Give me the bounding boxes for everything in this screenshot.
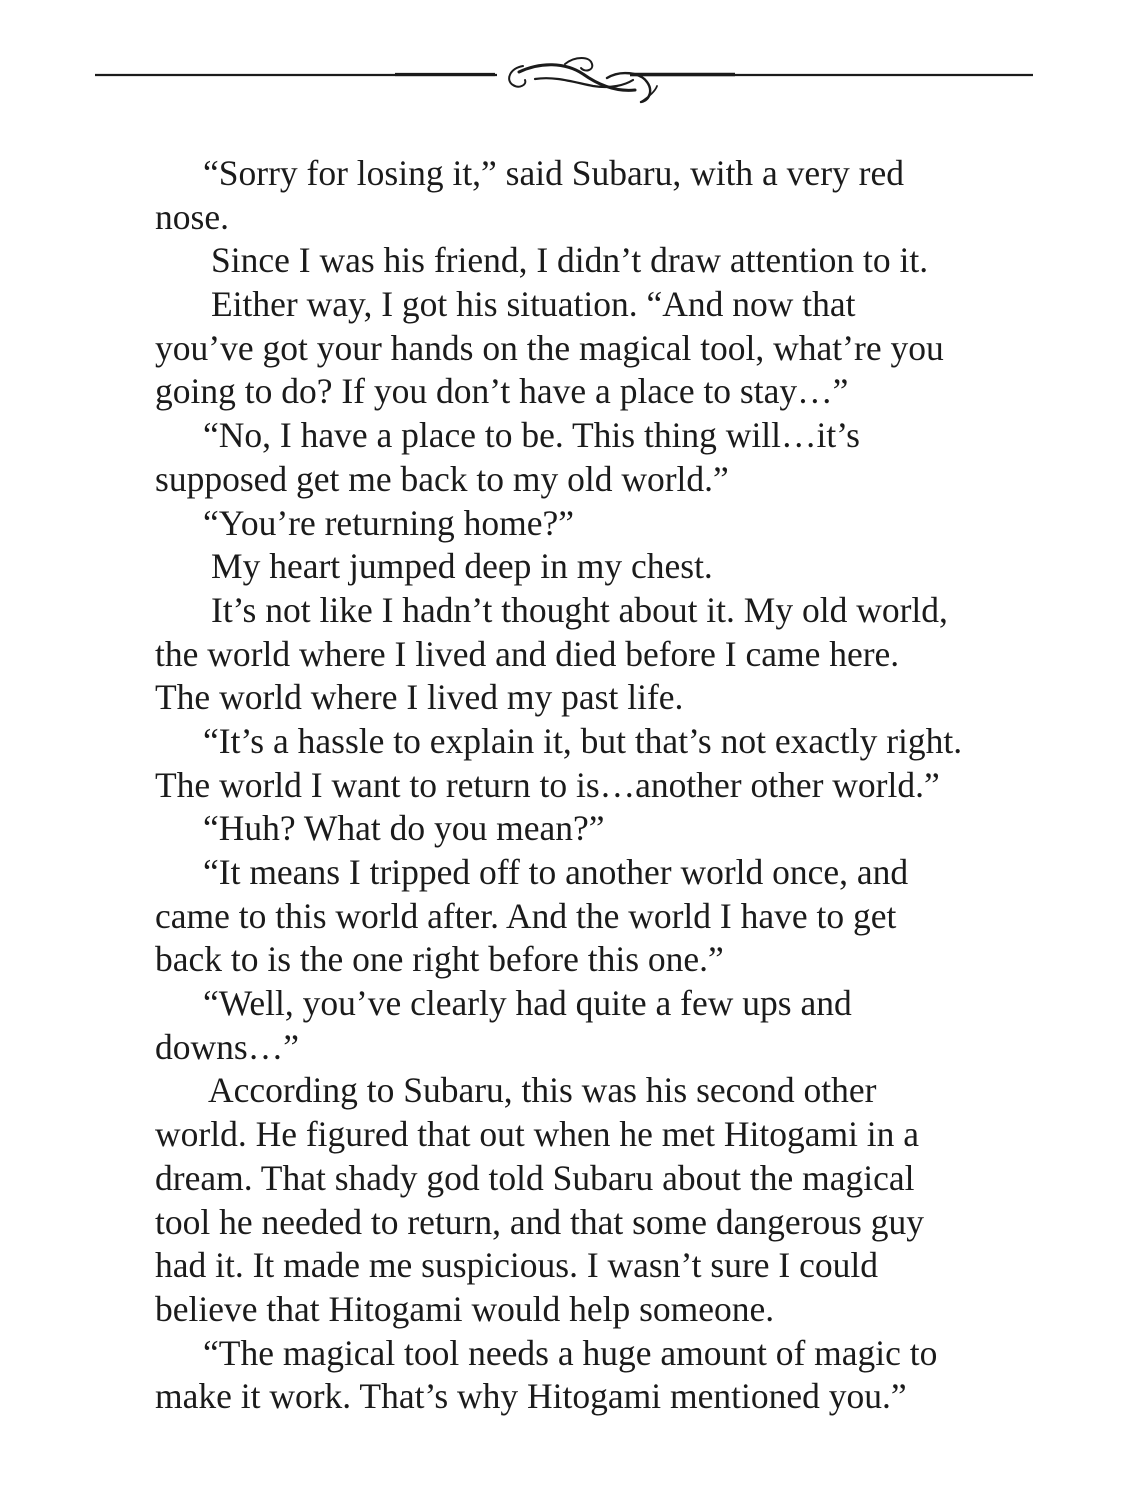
text-line: “The magical tool needs a huge amount of magic to [203,1332,938,1373]
text-line: the world where I lived and died before I came here. [155,633,900,674]
text-line: had it. It made me suspicious. I wasn’t sure I could [155,1245,879,1286]
text-line: “It’s a hassle to explain it, but that’s not exactly right. [203,720,963,761]
text-line: believe that Hitogami would help someone. [155,1288,775,1329]
text-line: dream. That shady god told Subaru about the magical [155,1157,915,1198]
text-line: you’ve got your hands on the magical tool, what’re you [155,327,944,368]
text-line: supposed get me back to my old world.” [155,458,729,499]
text-line: “You’re returning home?” [203,502,574,543]
text-line: “No, I have a place to be. This thing will…it’s [203,415,860,456]
text-line: tool he needed to return, and that some dangerous guy [155,1201,924,1242]
text-line: “Well, you’ve clearly had quite a few ups and [203,983,852,1024]
text-line: came to this world after. And the world I have to get [155,895,897,936]
text-line: “Huh? What do you mean?” [203,808,605,849]
text-line: It’s not like I hadn’t thought about it. My old world, [211,589,948,630]
text-line: nose. [155,196,229,237]
text-line: going to do? If you don’t have a place to stay…” [155,371,849,412]
text-line: According to Subaru, this was his second other [208,1070,877,1111]
text-line: The world I want to return to is…another other world.” [155,764,940,805]
text-line: Either way, I got his situation. “And now that [211,284,856,325]
text-line: “Sorry for losing it,” said Subaru, with a very red [203,153,904,193]
text-line: “It means I tripped off to another world once, and [203,852,909,892]
text-line: My heart jumped deep in my chest. [211,546,713,587]
text-line: downs…” [155,1026,299,1067]
page-body-text [155,152,1015,1419]
text-line: back to is the one right before this one.” [155,939,724,980]
text-line: make it work. That’s why Hitogami mentioned you.” [155,1376,907,1417]
scroll-flourish-icon [95,52,1033,106]
text-line: The world where I lived my past life. [155,677,684,718]
text-line: world. He figured that out when he met Hitogami in a [155,1114,920,1155]
text-line: Since I was his friend, I didn’t draw attention to it. [211,240,929,281]
